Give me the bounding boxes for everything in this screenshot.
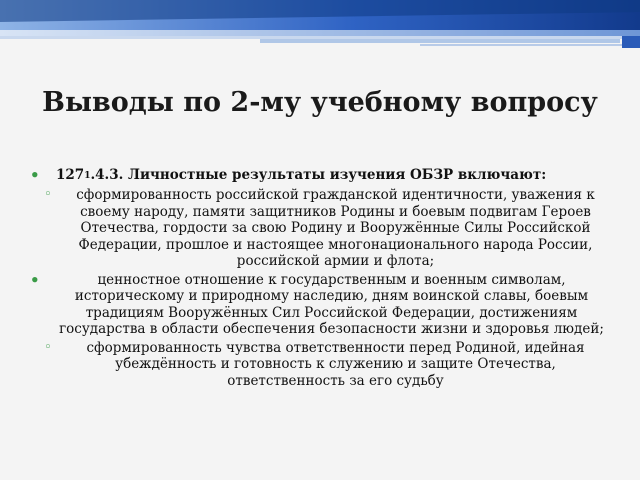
list-item-text: сформированность российской гражданской идентичности, уважения к своему народу, памяти защитников Родины и боевым подвигам Героев Отечества, гордости за свою Родину и Вооружённые Силы Российской Федерации, прошлое и настоящее многонационального народа России, российской армии и флота; bbox=[76, 187, 595, 269]
list-item-text: ценностное отношение к государственным и военным символам, историческому и природному наследию, дням воинской славы, боевым традициям Вооружённых Сил Российской Федерации, достижениям государства в области обеспечения безопасности жизни и здоровья людей; bbox=[59, 271, 604, 337]
list-item bbox=[30, 272, 615, 338]
bullet-icon: ◦ bbox=[44, 339, 52, 355]
heading-number: 127 bbox=[56, 167, 85, 183]
list-item-text: сформированность чувства ответственности перед Родиной, идейная убеждённость и готовность к служению и защите Отечества, ответственность за его судьбу bbox=[86, 339, 585, 389]
bullet-icon: • bbox=[30, 166, 40, 184]
slide-title: Выводы по 2-му учебному вопросу bbox=[42, 87, 598, 118]
bullet-icon: • bbox=[30, 270, 40, 289]
heading-text: .4.3. Личностные результаты изучения ОБЗР включают: bbox=[90, 167, 547, 183]
slide-content bbox=[30, 166, 615, 391]
header-decoration bbox=[0, 0, 640, 48]
section-heading bbox=[30, 166, 615, 185]
bullet-icon: ◦ bbox=[44, 187, 52, 202]
list-item bbox=[30, 187, 615, 270]
heading-subscript: 1 bbox=[84, 171, 91, 181]
list-item bbox=[30, 340, 615, 390]
